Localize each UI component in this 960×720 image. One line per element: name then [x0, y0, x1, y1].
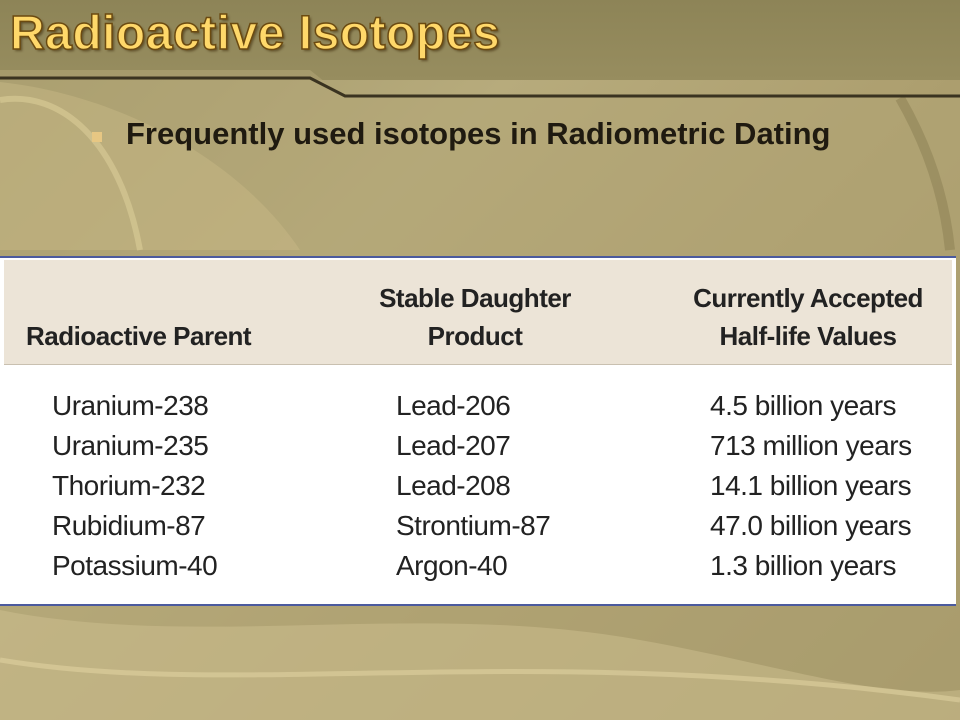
isotope-table — [0, 256, 956, 606]
header-half-life — [676, 279, 940, 355]
halflife-cell: 14.1 billion years — [710, 470, 912, 501]
parent-cell: Uranium-238 — [52, 390, 209, 421]
parent-cell: Uranium-235 — [52, 430, 209, 461]
parent-cell: Thorium-232 — [52, 470, 206, 501]
daughter-cell: Strontium-87 — [396, 510, 551, 541]
daughter-cell: Lead-206 — [396, 390, 511, 421]
header-radioactive-parent — [26, 317, 266, 355]
header-parent-label: Radioactive Parent — [26, 321, 252, 351]
parent-cell: Rubidium-87 — [52, 510, 206, 541]
slide-title: Radioactive Isotopes — [10, 7, 501, 60]
halflife-cell: 713 million years — [710, 430, 912, 461]
header-halflife-line1: Currently Accepted — [693, 283, 923, 313]
daughter-cell: Lead-208 — [396, 470, 511, 501]
header-daughter-line2: Product — [427, 321, 523, 351]
header-halflife-line2: Half-life Values — [719, 321, 897, 351]
daughter-column — [396, 386, 550, 586]
halflife-cell: 4.5 billion years — [710, 390, 897, 421]
bullet-item — [92, 114, 892, 153]
daughter-cell: Argon-40 — [396, 550, 508, 581]
header-stable-daughter — [360, 279, 590, 355]
header-daughter-line1: Stable Daughter — [379, 283, 571, 313]
halflife-cell: 47.0 billion years — [710, 510, 912, 541]
parent-cell: Potassium-40 — [52, 550, 218, 581]
daughter-cell: Lead-207 — [396, 430, 511, 461]
square-bullet-icon — [92, 132, 102, 142]
halflife-cell: 1.3 billion years — [710, 550, 897, 581]
bullet-text: Frequently used isotopes in Radiometric Dating — [126, 116, 831, 151]
parent-column — [52, 386, 217, 586]
halflife-column — [710, 386, 912, 586]
table-header — [4, 260, 952, 365]
